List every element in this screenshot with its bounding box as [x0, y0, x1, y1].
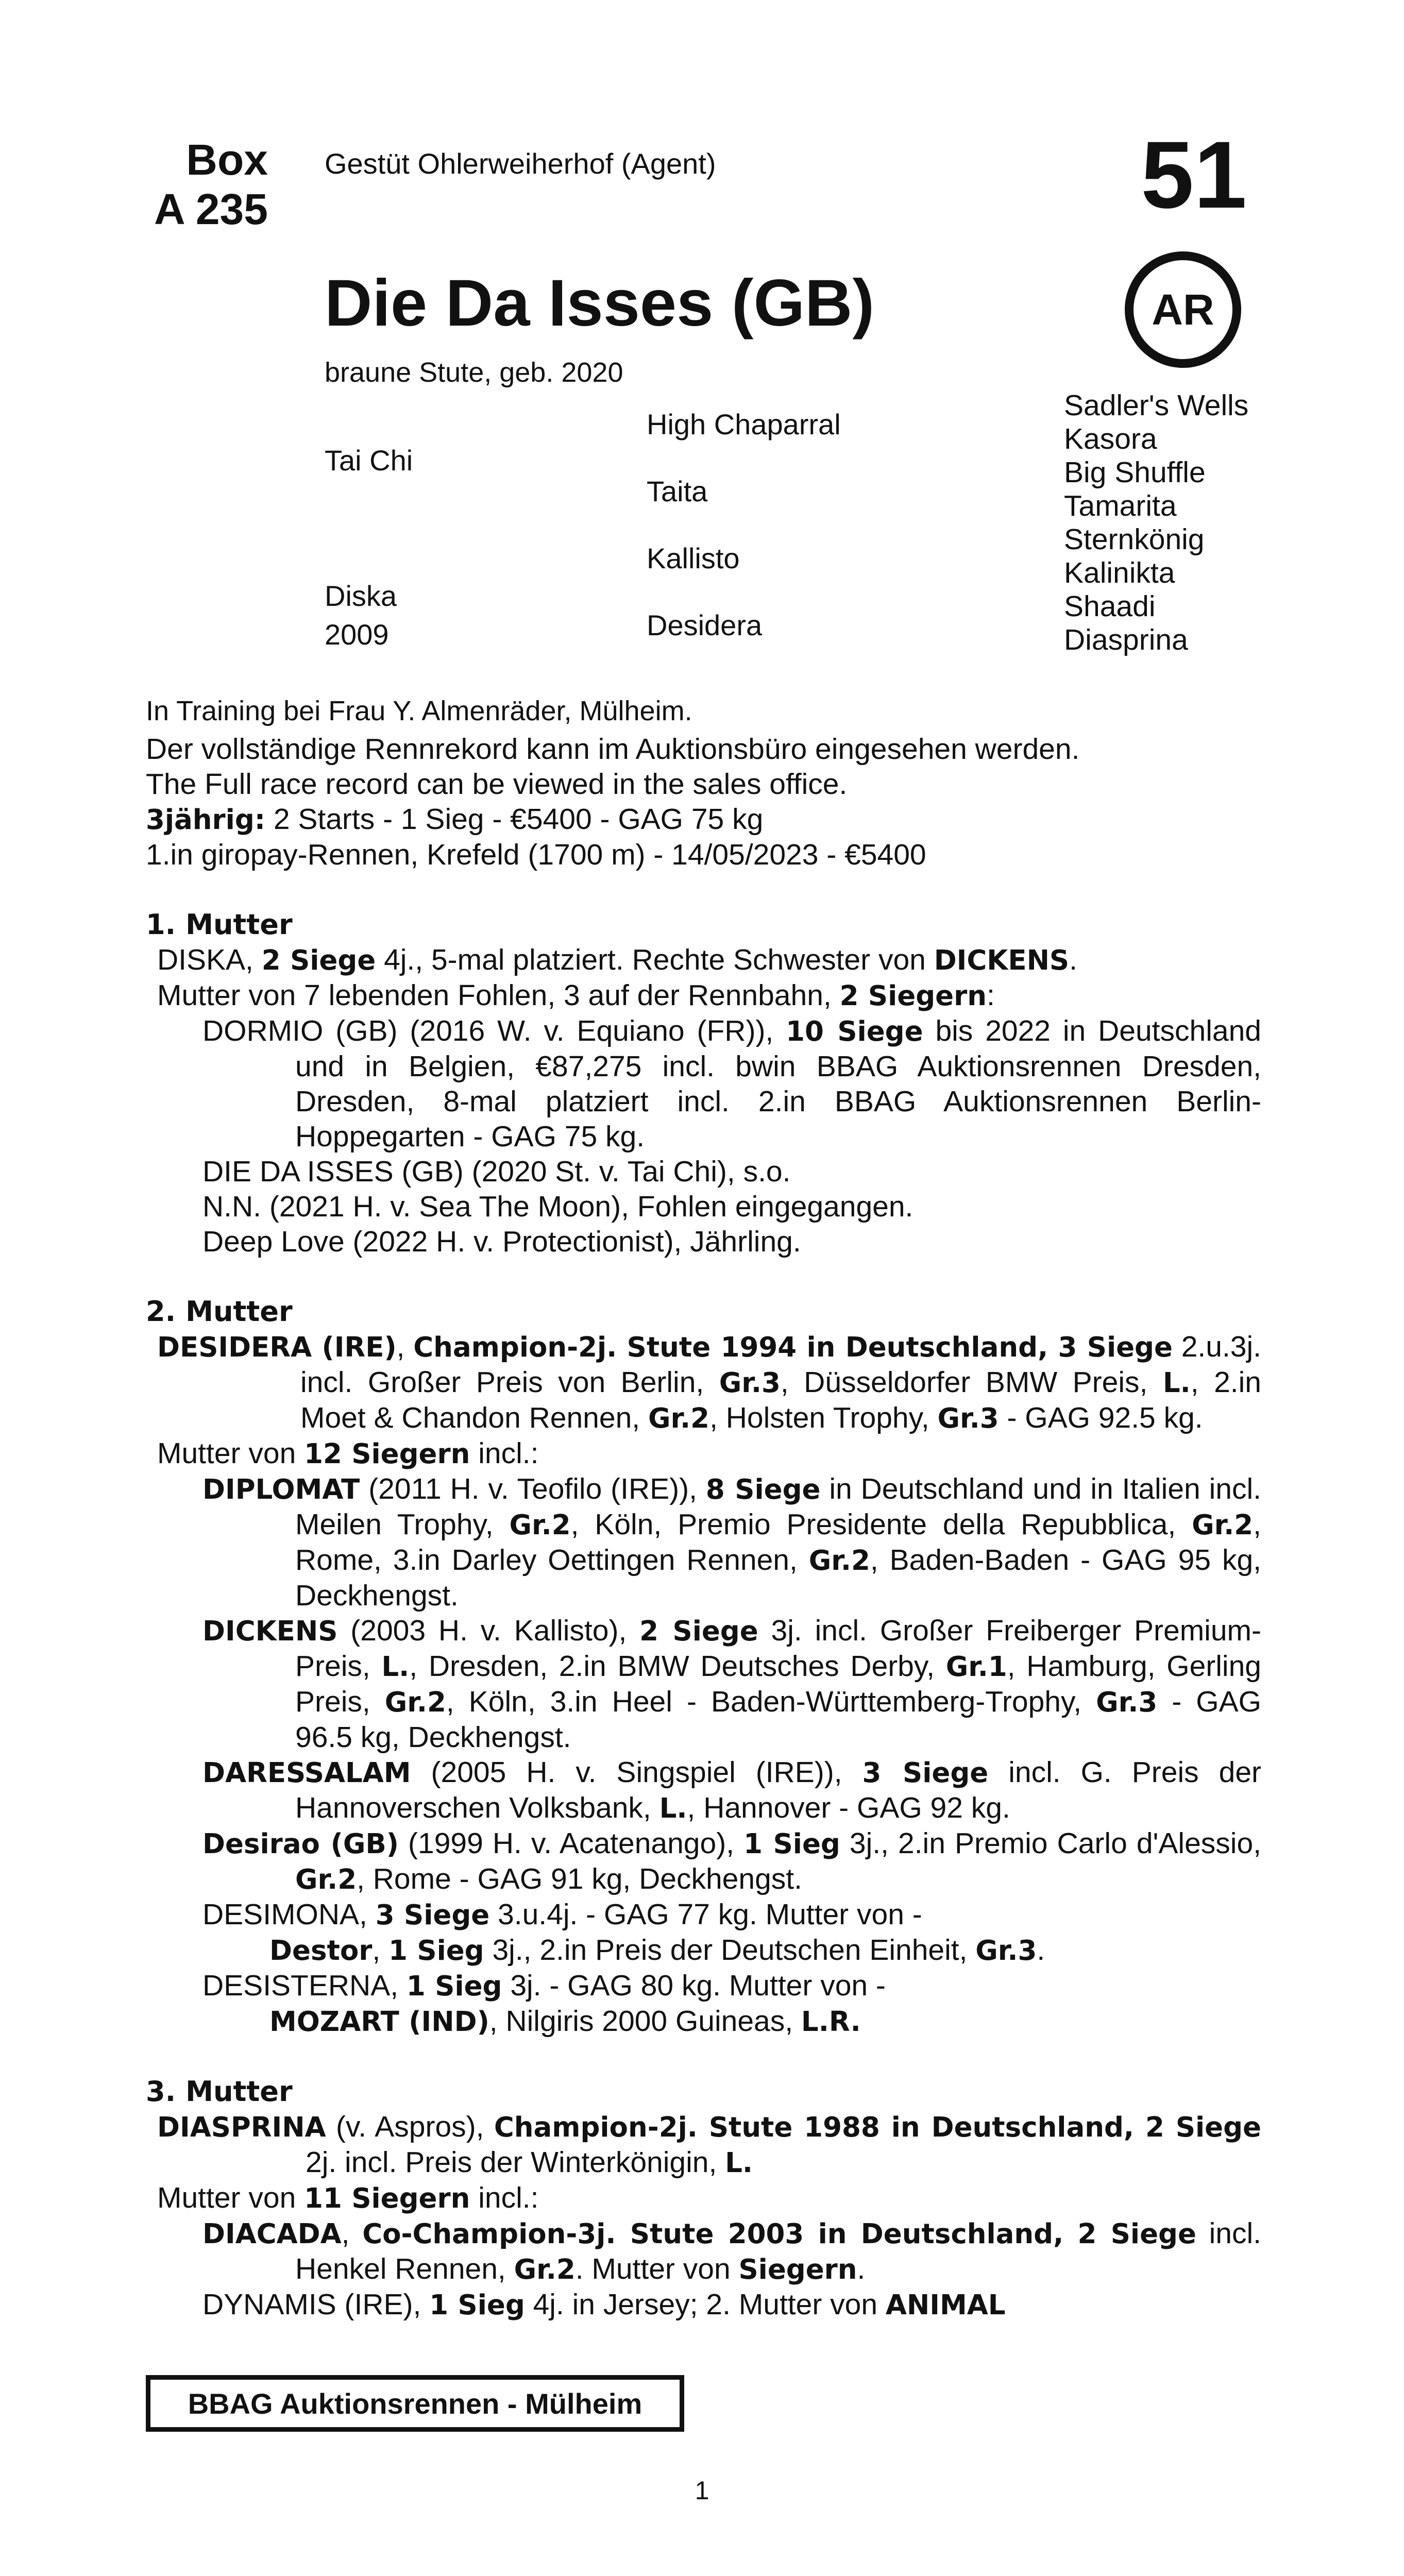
training-note: In Training bei Frau Y. Almenräder, Mülheim.	[146, 696, 692, 726]
sale-name: BBAG Auktionsrennen - Mülheim	[188, 2387, 642, 2420]
pedigree-dam: Diska	[325, 580, 397, 612]
horse-name: Die Da Isses (GB)	[325, 266, 875, 340]
section-title-1: 1. Mutter	[146, 908, 293, 941]
ancestor: Diasprina	[1064, 623, 1188, 656]
third-dam-produce-summary: Mutter von 11 Siegern incl.:	[157, 2181, 539, 2214]
box-line-1: Box	[186, 135, 268, 184]
dam-entry: DISKA, 2 Siege 4j., 5-mal platziert. Rechte Schwester von DICKENS.	[157, 943, 1077, 976]
ancestor: Kalinikta	[1064, 556, 1175, 589]
ar-badge	[1125, 251, 1241, 368]
ancestor: Big Shuffle	[1064, 456, 1206, 489]
pedigree-dam-year: 2009	[325, 618, 389, 651]
pedigree-third-generation	[1064, 389, 1248, 657]
offspring-entry: DESISTERNA, 1 Sieg 3j. - GAG 80 kg. Mutter von -	[202, 1969, 886, 2002]
race-record-note-en: The Full race record can be viewed in the sales office.	[146, 768, 848, 801]
ancestor: Sternkönig	[1064, 523, 1205, 556]
race-record-note-de: Der vollständige Rennrekord kann im Auktionsbüro eingesehen werden.	[146, 733, 1080, 766]
lot-number: 51	[1141, 122, 1247, 228]
offspring-entry: DYNAMIS (IRE), 1 Sieg 4j. in Jersey; 2. Mutter von ANIMAL	[202, 2288, 1006, 2321]
race-record-win: 1.in giropay-Rennen, Krefeld (1700 m) - 14/05/2023 - €5400	[146, 838, 926, 871]
offspring-entry: DORMIO (GB) (2016 W. v. Equiano (FR)), 10 Siege bis 2022 in Deutschland und in Belgien, €87,275 incl. bwin BBAG Auktionsrennen Dresden, Dresden, 8-mal platziert incl. 2.in BBAG Auktionsrennen Berlin-Hoppegarten - GAG 75 kg.	[202, 1014, 1261, 1153]
offspring-entry: DIACADA, Co-Champion-3j. Stute 2003 in Deutschland, 2 Siege incl. Henkel Rennen, Gr.2. Mutter von Siegern.	[202, 2217, 1261, 2285]
offspring-entry: DIE DA ISSES (GB) (2020 St. v. Tai Chi), s.o.	[202, 1155, 791, 1188]
pedigree-sire: Tai Chi	[325, 444, 413, 477]
ancestor: Shaadi	[1064, 590, 1156, 623]
offspring-entry: DICKENS (2003 H. v. Kallisto), 2 Siege 3j. incl. Großer Freiberger Premium-Preis, L., Dresden, 2.in BMW Deutsches Derby, Gr.1, Hamburg, Gerling Preis, Gr.2, Köln, 3.in Heel - Baden-Württemberg-Trophy, Gr.3 - GAG 96.5 kg, Deckhengst.	[202, 1614, 1262, 1754]
box-label	[134, 135, 268, 234]
sale-name-box	[146, 2375, 684, 2432]
grand-offspring-entry: MOZART (IND), Nilgiris 2000 Guineas, L.R.	[269, 2005, 861, 2038]
race-record-summary: 3jährig: 2 Starts - 1 Sieg - €5400 - GAG 75 kg	[146, 803, 764, 836]
catalogue-body	[146, 694, 1261, 2323]
section-title-2: 2. Mutter	[146, 1295, 293, 1328]
ancestor: Tamarita	[1064, 489, 1177, 522]
ancestor: Kasora	[1064, 422, 1157, 455]
section-title-3: 3. Mutter	[146, 2075, 293, 2108]
grand-offspring-entry: Destor, 1 Sieg 3j., 2.in Preis der Deutschen Einheit, Gr.3.	[269, 1934, 1045, 1967]
offspring-entry: DIPLOMAT (2011 H. v. Teofilo (IRE)), 8 Siege in Deutschland und in Italien incl. Meilen Trophy, Gr.2, Köln, Premio Presidente della Repubblica, Gr.2, Rome, 3.in Darley Oettingen Rennen, Gr.2, Baden-Baden - GAG 95 kg, Deckhengst.	[202, 1472, 1262, 1612]
pedigree-sire-dam: Taita	[647, 475, 708, 507]
granddam-produce-summary: Mutter von 12 Siegern incl.:	[157, 1437, 539, 1470]
ar-badge-text: AR	[1152, 285, 1214, 334]
pedigree-dam-sire: Kallisto	[647, 542, 740, 574]
offspring-entry: N.N. (2021 H. v. Sea The Moon), Fohlen eingegangen.	[202, 1190, 914, 1223]
ancestor: Sadler's Wells	[1064, 389, 1249, 422]
agent: Gestüt Ohlerweiherhof (Agent)	[325, 147, 716, 180]
offspring-entry: Deep Love (2022 H. v. Protectionist), Jährling.	[202, 1225, 801, 1258]
box-number: A 235	[154, 185, 268, 233]
horse-description: braune Stute, geb. 2020	[325, 357, 623, 388]
third-dam-entry: DIASPRINA (v. Aspros), Champion-2j. Stute 1988 in Deutschland, 2 Siege 2j. incl. Preis der Winterkönigin, L.	[157, 2110, 1261, 2179]
pedigree-sire-sire: High Chaparral	[647, 408, 841, 440]
offspring-entry: DESIMONA, 3 Siege 3.u.4j. - GAG 77 kg. Mutter von -	[202, 1898, 922, 1931]
dam-produce-summary: Mutter von 7 lebenden Fohlen, 3 auf der Rennbahn, 2 Siegern:	[157, 979, 995, 1012]
granddam-entry: DESIDERA (IRE), Champion-2j. Stute 1994 in Deutschland, 3 Siege 2.u.3j. incl. Großer Preis von Berlin, Gr.3, Düsseldorfer BMW Preis, L., 2.in Moet & Chandon Rennen, Gr.2, Holsten Trophy, Gr.3 - GAG 92.5 kg.	[157, 1330, 1261, 1434]
offspring-entry: Desirao (GB) (1999 H. v. Acatenango), 1 Sieg 3j., 2.in Premio Carlo d'Alessio, Gr.2, Rome - GAG 91 kg, Deckhengst.	[202, 1827, 1261, 1895]
page-number: 1	[695, 2476, 709, 2505]
offspring-entry: DARESSALAM (2005 H. v. Singspiel (IRE)), 3 Siege incl. G. Preis der Hannoverschen Volksbank, L., Hannover - GAG 92 kg.	[202, 1756, 1261, 1824]
pedigree-dam-dam: Desidera	[647, 609, 763, 641]
